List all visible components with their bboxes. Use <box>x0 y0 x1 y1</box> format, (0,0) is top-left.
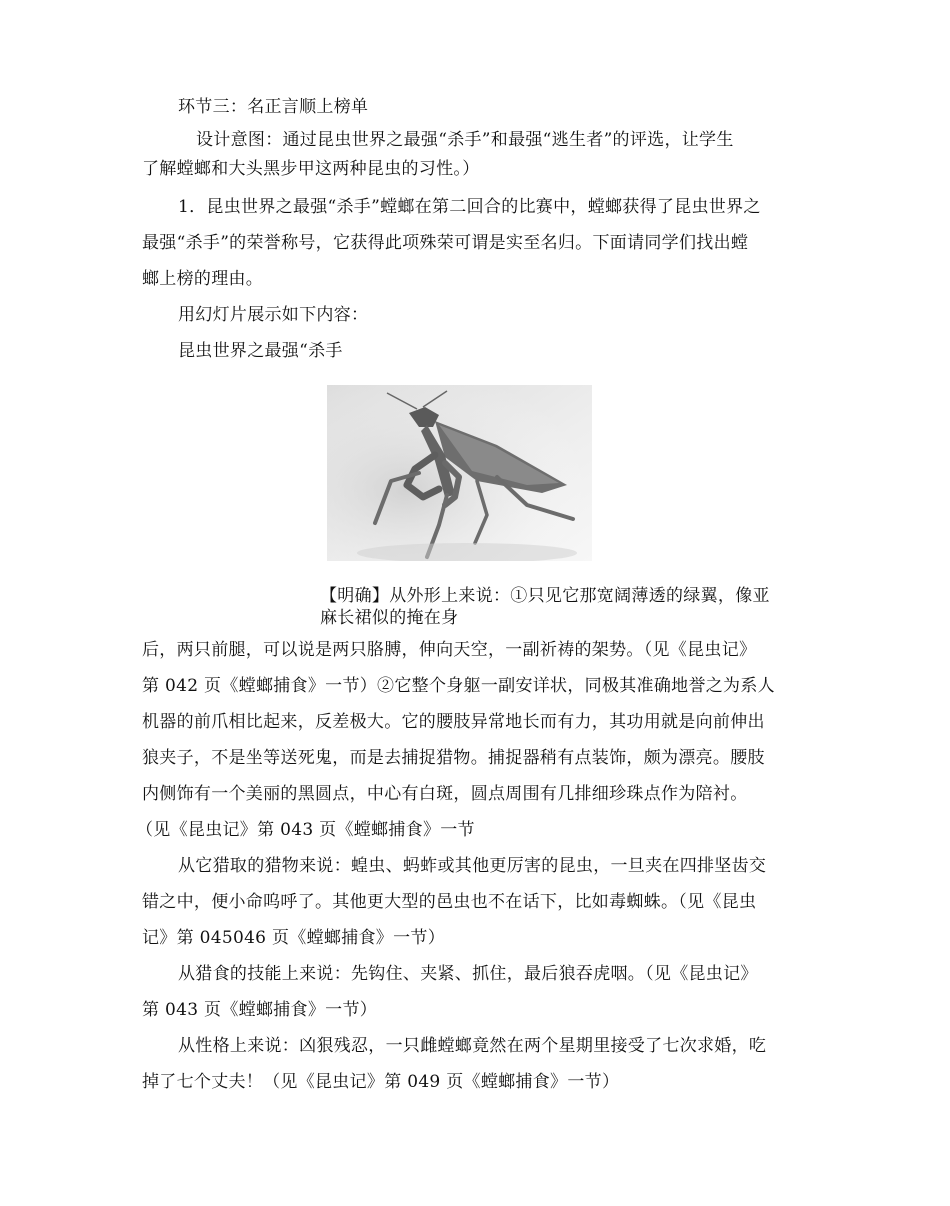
item1-line-1: 1．昆虫世界之最强“杀手”螳螂在第二回合的比赛中，螳螂获得了昆虫世界之 <box>178 197 761 217</box>
item1-line-2: 最强“杀手”的荣誉称号，它获得此项殊荣可谓是实至名归。下面请同学们找出螳 <box>142 233 749 253</box>
caption-line-1: 【明确】从外形上来说：①只见它那宽阔薄透的绿翼，像亚 <box>320 586 770 606</box>
section-heading: 环节三：名正言顺上榜单 <box>178 97 369 117</box>
para2-line-1: 从它猎取的猎物来说：蝗虫、蚂蚱或其他更厉害的昆虫，一旦夹在四排坚齿交 <box>178 856 767 876</box>
para1-line-5: 内侧饰有一个美丽的黑圆点，中心有白斑，圆点周围有几排细珍珠点作为陪衬。 <box>142 784 748 804</box>
para2-line-3: 记》第 045046 页《螳螂捕食》一节） <box>142 928 446 948</box>
para3-line-2: 第 043 页《螳螂捕食》一节） <box>142 1000 378 1020</box>
para1-line-6: （见《昆虫记》第 043 页《螳螂捕食》一节 <box>136 820 475 840</box>
para1-line-4: 狼夹子，不是坐等送死鬼，而是去捕捉猎物。捕捉器稍有点装饰，颇为漂亮。腰肢 <box>142 748 765 768</box>
intent-line-1: 设计意图：通过昆虫世界之最强“杀手”和最强“逃生者”的评选，让学生 <box>196 130 734 150</box>
para1-line-3: 机器的前爪相比起来，反差极大。它的腰肢异常地长而有力，其功用就是向前伸出 <box>142 712 765 732</box>
para1-line-1: 后，两只前腿，可以说是两只胳膊，伸向天空，一副祈祷的架势。（见《昆虫记》 <box>142 640 757 660</box>
slide-intro: 用幻灯片展示如下内容： <box>178 305 369 325</box>
item1-line-3: 螂上榜的理由。 <box>142 269 264 289</box>
praying-mantis-photo <box>327 385 592 561</box>
para4-line-1: 从性格上来说：凶狠残忍，一只雌螳螂竟然在两个星期里接受了七次求婚，吃 <box>178 1036 767 1056</box>
para4-line-2: 掉了七个丈夫！（见《昆虫记》第 049 页《螳螂捕食》一节） <box>142 1072 620 1092</box>
intent-line-2: 了解螳螂和大头黑步甲这两种昆虫的习性。） <box>142 159 480 179</box>
para2-line-2: 错之中，便小命呜呼了。其他更大型的邑虫也不在话下，比如毒蜘蛛。（见《昆虫 <box>142 892 757 912</box>
para1-line-2: 第 042 页《螳螂捕食》一节）②它整个身躯一副安详状，同极其准确地誉之为系人 <box>142 676 775 696</box>
para3-line-1: 从猎食的技能上来说：先钩住、夹紧、抓住，最后狼吞虎咽。（见《昆虫记》 <box>178 964 758 984</box>
slide-title: 昆虫世界之最强“杀手 <box>178 341 343 361</box>
caption-line-2: 麻长裙似的掩在身 <box>320 608 459 628</box>
